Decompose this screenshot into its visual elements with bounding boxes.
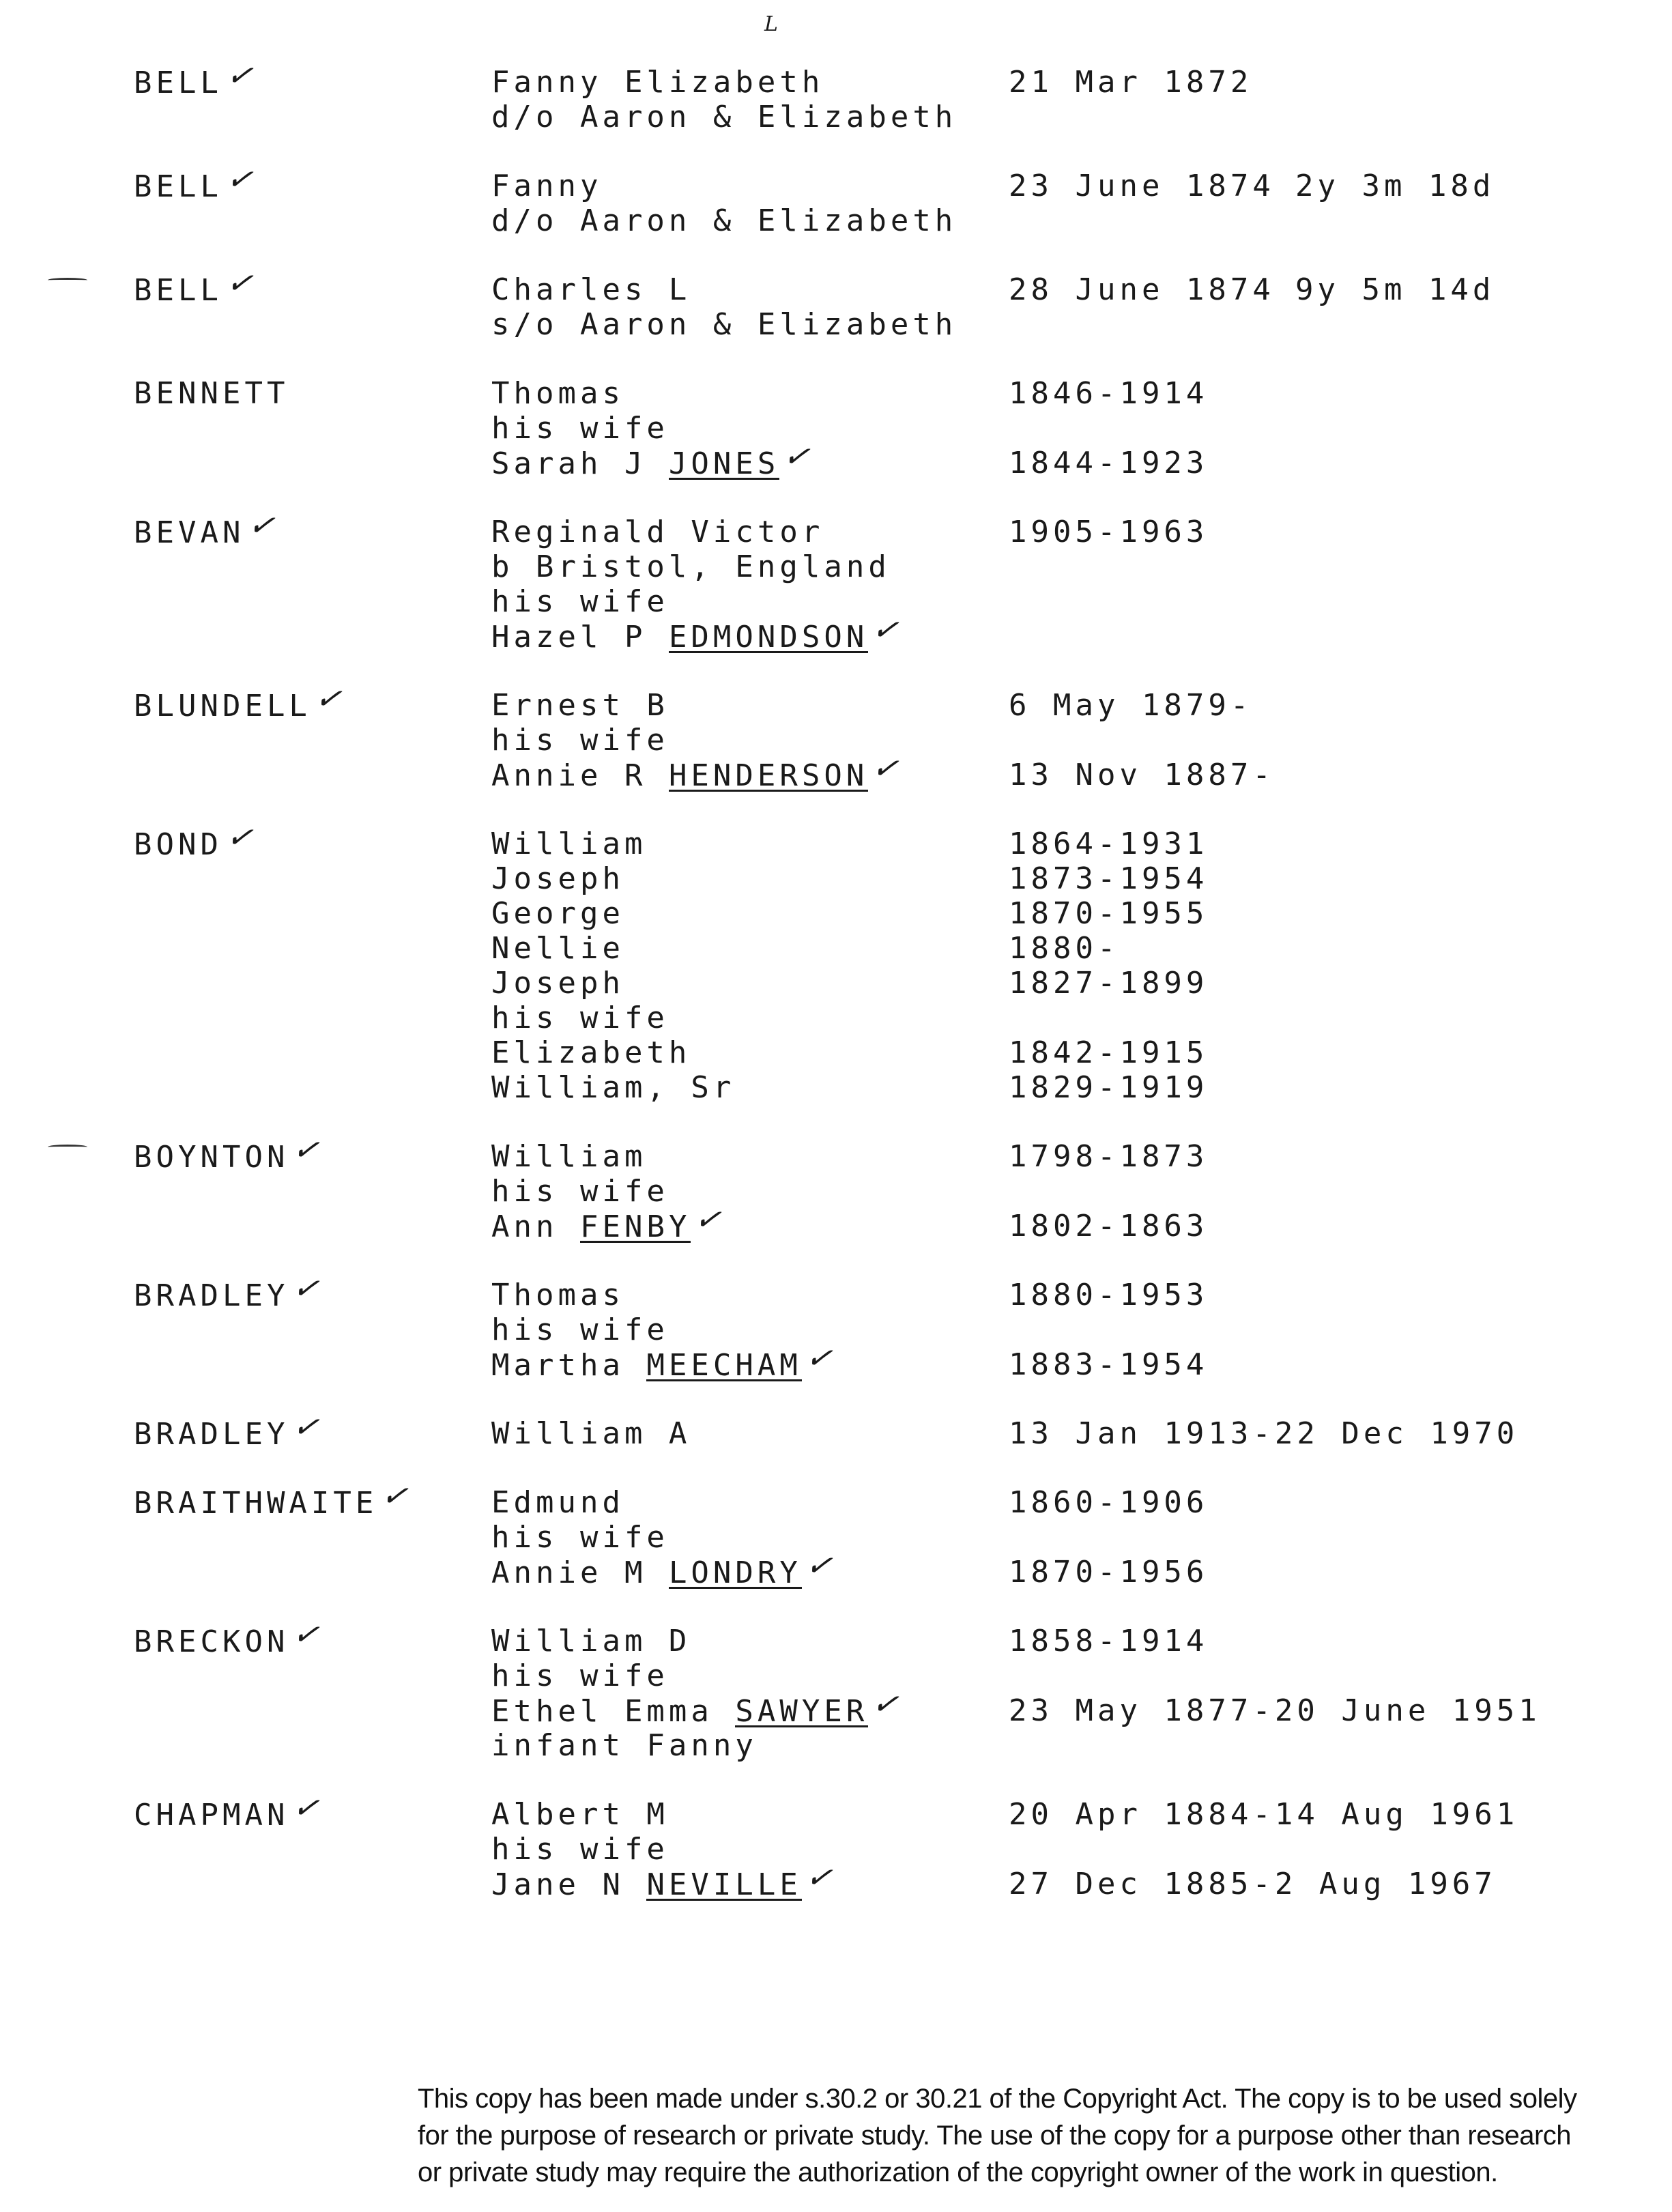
register-entry [0,262,1672,342]
surname [134,1129,322,1175]
given-name [491,65,824,100]
given-name-text: William, Sr [491,1070,736,1105]
given-name-text: Sarah J [491,446,647,481]
surname [134,1475,411,1521]
checkmark-icon: ✓ [379,1475,411,1516]
entry-line [0,411,1672,446]
maiden-name: NEVILLE [646,1867,802,1902]
given-name-text: Reginald Victor [491,515,824,549]
given-name [491,747,902,793]
given-name-text: Annie R [491,758,647,793]
dates: 1883-1954 [1009,1347,1209,1382]
given-name-text: Edmund [491,1485,624,1520]
given-name-text: Ann [491,1209,558,1244]
surname-text: BENNETT [134,376,289,411]
dates: 1905-1963 [1009,515,1209,549]
dates: 1827-1899 [1009,966,1209,1001]
maiden-name: JONES [668,446,780,481]
register-entry [0,1787,1672,1902]
checkmark-icon: ✓ [224,262,256,303]
age-at-death: 9y 5m 14d [1295,272,1495,307]
entry-line [0,1406,1672,1452]
entry-line [0,1520,1672,1555]
maiden-name: HENDERSON [668,758,869,793]
surname-text: BRADLEY [134,1417,289,1452]
given-name [491,1278,624,1312]
burial-register [0,55,1672,1936]
checkmark-icon: ✓ [290,1129,322,1170]
register-entry [0,1475,1672,1590]
checkmark-icon: ✓ [869,1683,902,1724]
given-name [491,1198,724,1244]
surname [134,55,256,100]
given-name [491,1797,669,1832]
register-entry [0,158,1672,238]
entry-line [0,1267,1672,1313]
dates: 1880- [1009,931,1120,966]
given-name [491,1728,758,1763]
given-name [491,1545,835,1590]
given-name [491,1658,669,1693]
given-name-text: Albert M [491,1797,669,1832]
given-name-text: Elizabeth [491,1035,691,1070]
given-name-text: his wife [491,1658,669,1693]
surname [134,678,345,723]
entry-line [0,896,1672,931]
age-at-death: 2y 3m 18d [1295,169,1495,203]
surname [134,158,256,204]
given-name-text: infant Fanny [491,1728,758,1763]
entry-line [0,931,1672,966]
entry-line [0,1545,1672,1590]
copyright-line: or private study may require the authorization of the copyright owner of the work in question. [418,2157,1498,2187]
given-name-text: his wife [491,411,669,446]
entry-line [0,1832,1672,1867]
given-name [491,272,691,307]
given-name-text: Annie M [491,1555,647,1590]
entry-line [0,966,1672,1001]
dates: 21 Mar 1872 [1009,65,1253,100]
entry-line [0,1475,1672,1521]
checkmark-icon: ✓ [290,1787,322,1828]
surname [134,1406,322,1452]
dates: 1829-1919 [1009,1070,1209,1105]
given-name-text: Fanny [491,169,603,203]
checkmark-icon: ✓ [803,1545,835,1585]
given-name [491,1416,691,1451]
surname [134,1787,322,1833]
register-entry [0,1267,1672,1383]
given-name-text: Jane N [491,1867,624,1902]
entry-line [0,1337,1672,1383]
dates: 1844-1923 [1009,446,1209,480]
entry-line [0,549,1672,584]
given-name [491,169,602,203]
entry-line [0,678,1672,723]
given-name [491,411,669,446]
entry-line [0,861,1672,896]
given-name [491,931,624,966]
surname-text: BRADLEY [134,1278,289,1313]
entry-line [0,1658,1672,1693]
given-name-text: d/o Aaron & Elizabeth [491,203,957,238]
entry-line [0,1070,1672,1105]
entry-line [0,609,1672,655]
surname [134,376,289,411]
given-name [491,723,669,758]
dates: 13 Jan 1913-22 Dec 1970 [1009,1416,1519,1451]
register-entry [0,1406,1672,1452]
entry-line [0,1035,1672,1070]
entry-line [0,1001,1672,1035]
given-name-text: b Bristol, England [491,549,891,584]
given-name-text: his wife [491,723,669,758]
checkmark-icon: ✓ [313,678,345,719]
entry-line [0,1728,1672,1763]
given-name [491,1832,669,1867]
given-name [491,896,624,931]
entry-line [0,816,1672,862]
surname-text: BOND [134,827,222,862]
checkmark-icon: ✓ [781,435,813,476]
dates: 1798-1873 [1009,1139,1209,1174]
entry-line [0,1683,1672,1729]
dates: 6 May 1879- [1009,688,1253,723]
given-name [491,1337,835,1383]
copyright-line: for the purpose of research or private study. The use of the copy for a purpose other than research [418,2121,1572,2151]
given-name [491,1001,669,1035]
entry-line [0,1129,1672,1175]
entry-line [0,723,1672,758]
given-name-text: Fanny Elizabeth [491,65,824,100]
surname-text: BRAITHWAITE [134,1486,378,1521]
dates: 13 Nov 1887- [1009,758,1275,792]
given-name-text: Martha [491,1348,624,1383]
register-entry [0,678,1672,793]
copyright-line: This copy has been made under s.30.2 or 30.21 of the Copyright Act. The copy is to be used solely [418,2084,1577,2114]
given-name [491,1139,646,1174]
given-name-text: his wife [491,1001,669,1035]
dates: 23 May 1877-20 June 1951 [1009,1693,1541,1728]
entry-line [0,747,1672,793]
checkmark-icon: ✓ [803,1337,835,1378]
given-name-text: s/o Aaron & Elizabeth [491,307,957,342]
register-entry [0,504,1672,655]
given-name-text: William A [491,1416,691,1451]
dates: 27 Dec 1885-2 Aug 1967 [1009,1867,1497,1901]
checkmark-icon: ✓ [869,609,902,650]
dates: 1864-1931 [1009,827,1209,861]
maiden-name: SAWYER [735,1694,869,1729]
surname-text: CHAPMAN [134,1798,289,1833]
given-name [491,376,624,411]
given-name [491,584,669,619]
dates: 28 June 1874 [1009,272,1275,307]
checkmark-icon: ✓ [803,1856,835,1897]
surname-text: BRECKON [134,1624,289,1659]
checkmark-icon: ✓ [869,747,902,788]
surname [134,1613,322,1659]
surname-text: BLUNDELL [134,689,311,723]
given-name-text: his wife [491,1174,669,1209]
register-entry [0,55,1672,134]
register-entry [0,1129,1672,1244]
dates: 1858-1914 [1009,1624,1209,1658]
given-name [491,827,646,861]
entry-line [0,1787,1672,1833]
given-name-text: his wife [491,584,669,619]
entry-line [0,203,1672,238]
surname-text: BEVAN [134,515,245,550]
dates: 1860-1906 [1009,1485,1209,1520]
entry-line [0,55,1672,100]
given-name [491,1856,835,1902]
given-name [491,688,669,723]
given-name [491,966,624,1001]
surname [134,1267,322,1313]
checkmark-icon: ✓ [290,1267,322,1308]
given-name [491,549,891,584]
register-entry [0,1613,1672,1763]
maiden-name: EDMONDSON [668,620,869,655]
checkmark-icon: ✓ [246,504,278,545]
entry-line [0,504,1672,550]
given-name [491,1624,691,1658]
register-entry [0,376,1672,480]
given-name [491,1485,624,1520]
given-name-text: William [491,827,647,861]
given-name [491,1683,902,1729]
dates: 1873-1954 [1009,861,1209,896]
given-name [491,1520,669,1555]
dates: 1802-1863 [1009,1209,1209,1244]
entry-line [0,1856,1672,1902]
given-name [491,1312,669,1347]
given-name [491,861,624,896]
given-name [491,609,902,655]
given-name [491,203,957,238]
given-name-text: Nellie [491,931,624,966]
given-name [491,307,957,342]
checkmark-icon: ✓ [290,1613,322,1654]
surname-text: BELL [134,66,222,100]
entry-line [0,262,1672,308]
surname-text: BELL [134,273,222,308]
given-name [491,100,957,134]
entry-line [0,376,1672,411]
given-name-text: Joseph [491,966,624,1001]
surname-text: BELL [134,169,222,204]
entry-line [0,158,1672,204]
given-name [491,1035,691,1070]
maiden-name: FENBY [579,1209,691,1244]
given-name-text: Joseph [491,861,624,896]
given-name-text: Charles L [491,272,691,307]
given-name-text: Ethel Emma [491,1694,713,1729]
dates: 1842-1915 [1009,1035,1209,1070]
given-name [491,1070,735,1105]
dates: 1870-1956 [1009,1555,1209,1590]
surname [134,262,256,308]
given-name-text: George [491,896,624,931]
given-name-text: his wife [491,1832,669,1867]
header-mark: L [764,12,778,36]
maiden-name: MEECHAM [646,1348,802,1383]
given-name-text: Hazel P [491,620,647,655]
checkmark-icon: ✓ [224,55,256,96]
entry-line [0,435,1672,481]
entry-line [0,307,1672,342]
entry-line [0,584,1672,619]
entry-line [0,1174,1672,1209]
register-entry [0,816,1672,1105]
surname [134,504,278,550]
given-name-text: Thomas [491,376,624,411]
entry-line [0,1613,1672,1659]
checkmark-icon: ✓ [224,816,256,857]
given-name [491,1174,669,1209]
given-name-text: William D [491,1624,691,1658]
copyright-notice [418,2080,1646,2191]
dates: 20 Apr 1884-14 Aug 1961 [1009,1797,1519,1832]
surname-text: BOYNTON [134,1140,289,1175]
given-name-text: Ernest B [491,688,669,723]
surname [134,816,256,862]
dates: 1880-1953 [1009,1278,1209,1312]
given-name [491,515,824,549]
given-name-text: William [491,1139,647,1174]
maiden-name: LONDRY [668,1555,802,1590]
checkmark-icon: ✓ [692,1198,724,1239]
dates: 1846-1914 [1009,376,1209,411]
given-name [491,435,813,481]
entry-line [0,100,1672,134]
given-name-text: his wife [491,1312,669,1347]
given-name-text: his wife [491,1520,669,1555]
checkmark-icon: ✓ [224,158,256,199]
given-name-text: Thomas [491,1278,624,1312]
given-name-text: d/o Aaron & Elizabeth [491,100,957,134]
entry-line [0,1312,1672,1347]
checkmark-icon: ✓ [290,1406,322,1447]
dates: 23 June 1874 [1009,169,1275,203]
dates: 1870-1955 [1009,896,1209,931]
entry-line [0,1198,1672,1244]
